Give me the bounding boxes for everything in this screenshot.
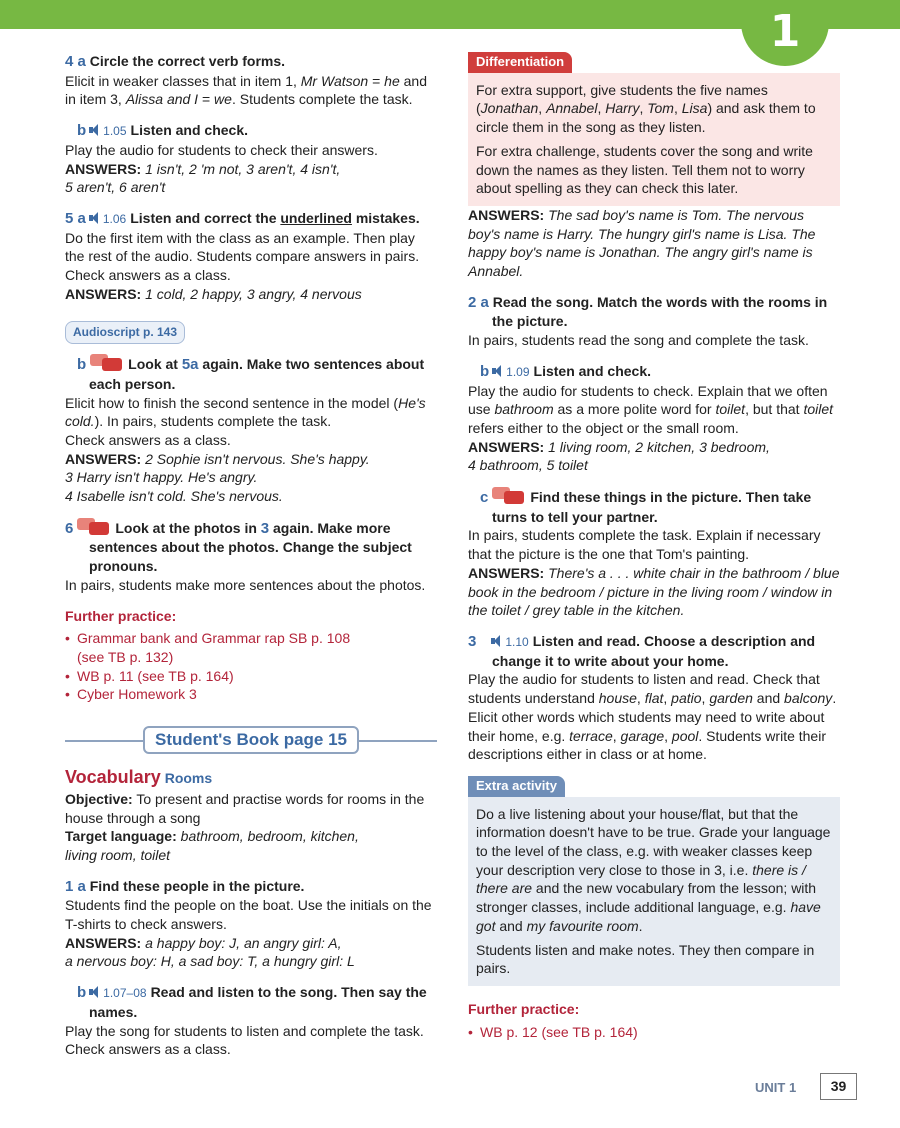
exercise-number: 2 a — [468, 293, 489, 311]
speaking-icon — [90, 354, 124, 372]
banner-label: Student's Book page 15 — [143, 726, 359, 754]
exercise-heading: Read and listen to the song. Then say the names. — [89, 984, 427, 1020]
section-title: Vocabulary Rooms — [65, 767, 213, 788]
answers: ANSWERS: 2 Sophie isn't nervous. She's happy. — [65, 450, 370, 467]
answers-line: 4 bathroom, 5 toilet — [468, 457, 588, 474]
unit-number: 1 — [769, 6, 801, 57]
audio-speaker-icon[interactable] — [490, 635, 503, 647]
further-practice-title: Further practice: — [65, 607, 177, 624]
exercise-number: b — [77, 122, 87, 140]
answers-continued: 5 aren't, 6 aren't — [65, 179, 166, 196]
speaking-icon — [492, 487, 526, 505]
exercise-number: 3 — [468, 632, 477, 650]
exercise-1a — [65, 877, 437, 972]
answers: ANSWERS: There's a . . . white chair in the bathroom / blue book in the bedroom / picture in the living room / window in the toilet / grey table in the kitchen. — [468, 564, 840, 619]
exercise-heading: Listen and correct the underlined mistakes. — [130, 209, 420, 226]
answers: ANSWERS: 1 isn't, 2 'm not, 3 aren't, 4 isn't, — [65, 160, 341, 177]
exercise-2a — [468, 293, 840, 350]
further-practice-list — [65, 629, 437, 704]
further-practice-item: • WB p. 11 (see TB p. 164) — [65, 667, 437, 686]
exercise-heading: Circle the correct verb forms. — [89, 53, 286, 69]
answers: ANSWERS: 1 cold, 2 happy, 3 angry, 4 nervous — [65, 285, 362, 302]
exercise-text: Play the song for students to listen and complete the task. Check answers as a class. — [65, 1022, 424, 1058]
exercise-text: Elicit how to finish the second sentence in the model (He's cold.). In pairs, students complete the task. — [65, 394, 426, 430]
exercise-heading: Read the song. Match the words with the rooms in the picture. — [492, 293, 828, 330]
extra-activity-body: Do a live listening about your house/flat, but that the information doesn't have to be true. Grade your language to the level of the class, e.g. with weaker classes keep your description very close to those in 3, i.e. there is / there are and the new vocabulary from the lesson; with stronger classes, include additional language, e.g. have got and my favourite room. Students listen and make notes. They then compare in pairs. — [468, 797, 840, 986]
page-number: 39 — [820, 1073, 857, 1100]
exercise-2b — [468, 362, 840, 475]
exercise-heading: Listen and read. Choose a description and change it to write about your home. — [492, 632, 816, 669]
exercise-number: 5 a — [65, 209, 86, 227]
answers-line: 3 Harry isn't happy. He's angry. — [65, 469, 258, 486]
extra-activity-panel — [468, 776, 840, 986]
students-book-banner — [65, 726, 437, 758]
differentiation-title: Differentiation — [468, 52, 572, 73]
exercise-text: Play the audio for students to check their answers. — [65, 141, 378, 158]
exercise-3 — [468, 632, 840, 764]
further-practice-list — [468, 1023, 840, 1042]
audio-track-number: 1.06 — [102, 211, 127, 226]
exercise-heading: Listen and check. — [130, 122, 249, 139]
answers: ANSWERS: a happy boy: J, an angry girl: A, — [65, 934, 342, 951]
exercise-number: c — [480, 489, 489, 507]
further-practice-item: • WB p. 12 (see TB p. 164) — [468, 1023, 840, 1042]
audio-track-number: 1.09 — [506, 364, 530, 379]
exercise-number: b — [480, 362, 490, 380]
exercise-heading: Find these people in the picture. — [89, 877, 305, 894]
extra-activity-title: Extra activity — [468, 776, 565, 797]
further-practice-item: • Cyber Homework 3 — [65, 685, 437, 704]
exercise-number: b — [77, 984, 87, 1002]
further-practice-item: • Grammar bank and Grammar rap SB p. 108 (see TB p. 132) — [65, 629, 437, 666]
exercise-heading: Find these things in the picture. Then take turns to tell your partner. — [492, 489, 812, 525]
exercise-1b — [65, 983, 437, 1059]
answers-line: a nervous boy: H, a sad boy: T, a hungry girl: L — [65, 953, 355, 970]
exercise-text: Play the audio for students to check. Explain that we often use bathroom as a more polite word for toilet, but that toilet refers either to the object or the small room. — [468, 382, 834, 436]
audio-speaker-icon[interactable] — [88, 986, 101, 998]
lesson-objective: Objective: To present and practise words for rooms in the house through a song Target language: bathroom, bedroom, kitchen, living room, toilet — [65, 790, 425, 863]
audio-speaker-icon[interactable] — [491, 365, 504, 377]
answers: ANSWERS: 1 living room, 2 kitchen, 3 bedroom, — [468, 438, 770, 455]
answers-line: 4 Isabelle isn't cold. She's nervous. — [65, 488, 283, 505]
left-column — [65, 52, 437, 1071]
exercise-number: 1 a — [65, 877, 86, 895]
exercise-4a — [65, 52, 437, 109]
audio-track-number: 1.10 — [505, 634, 529, 649]
exercise-6 — [65, 518, 437, 595]
exercise-text: Play the audio for students to listen and read. Check that students understand house, flat, patio, garden and balcony. Elicit other words which students may need to write about their home, e.g. terrace, garage, pool. Students write their descriptions either in class or at home. — [468, 671, 837, 763]
audio-speaker-icon[interactable] — [88, 124, 101, 136]
exercise-2c — [468, 487, 840, 620]
audio-speaker-icon[interactable] — [88, 212, 101, 224]
exercise-5b — [65, 354, 437, 506]
exercise-number: 6 — [65, 519, 74, 537]
right-column — [468, 52, 840, 1041]
exercise-text: In pairs, students make more sentences about the photos. — [65, 576, 426, 593]
exercise-number: b — [77, 356, 87, 374]
exercise-heading: Look at the photos in 3 again. Make more sentences about the photos. Change the subject pronouns. — [89, 519, 412, 575]
audio-track-number: 1.05 — [103, 124, 127, 139]
speaking-icon — [77, 518, 111, 536]
exercise-text: In pairs, students read the song and complete the task. — [468, 332, 809, 349]
audio-track-number: 1.07–08 — [103, 986, 147, 1001]
differentiation-body: For extra support, give students the five names (Jonathan, Annabel, Harry, Tom, Lisa) and ask them to circle them in the song as they listen. For extra challenge, students cover the song and write down the names as they listen. Tell them not to worry about spelling as they can check this later. — [468, 73, 840, 206]
exercise-text: Students find the people on the boat. Use the initials on the T-shirts to check answers. — [65, 897, 432, 933]
exercise-4b — [65, 121, 437, 197]
exercise-heading: Look at 5a again. Make two sentences about each person. — [89, 356, 425, 392]
audioscript-link[interactable]: Audioscript p. 143 — [65, 321, 185, 344]
differentiation-panel — [468, 52, 840, 206]
exercise-5a — [65, 209, 437, 304]
further-practice-title: Further practice: — [468, 1000, 580, 1017]
exercise-heading: Listen and check. — [533, 362, 652, 379]
differentiation-answers: ANSWERS: The sad boy's name is Tom. The nervous boy's name is Harry. The hungry girl's name is Lisa. The happy boy's name is Jonathan. The angry girl's name is Annabel. — [468, 206, 816, 280]
exercise-text-2: Check answers as a class. — [65, 431, 231, 448]
exercise-text: Do the first item with the class as an example. Then play the rest of the audio. Students compare answers in pairs. Check answers as a class. — [65, 229, 420, 284]
exercise-text: Elicit in weaker classes that in item 1, Mr Watson = he and in item 3, Alissa and I = we. Students complete the task. — [65, 72, 427, 108]
exercise-text: In pairs, students complete the task. Explain if necessary that the picture is the one that Tom's painting. — [468, 527, 821, 563]
exercise-number: 4 a — [65, 53, 86, 70]
footer-unit-label: UNIT 1 — [755, 1080, 797, 1095]
